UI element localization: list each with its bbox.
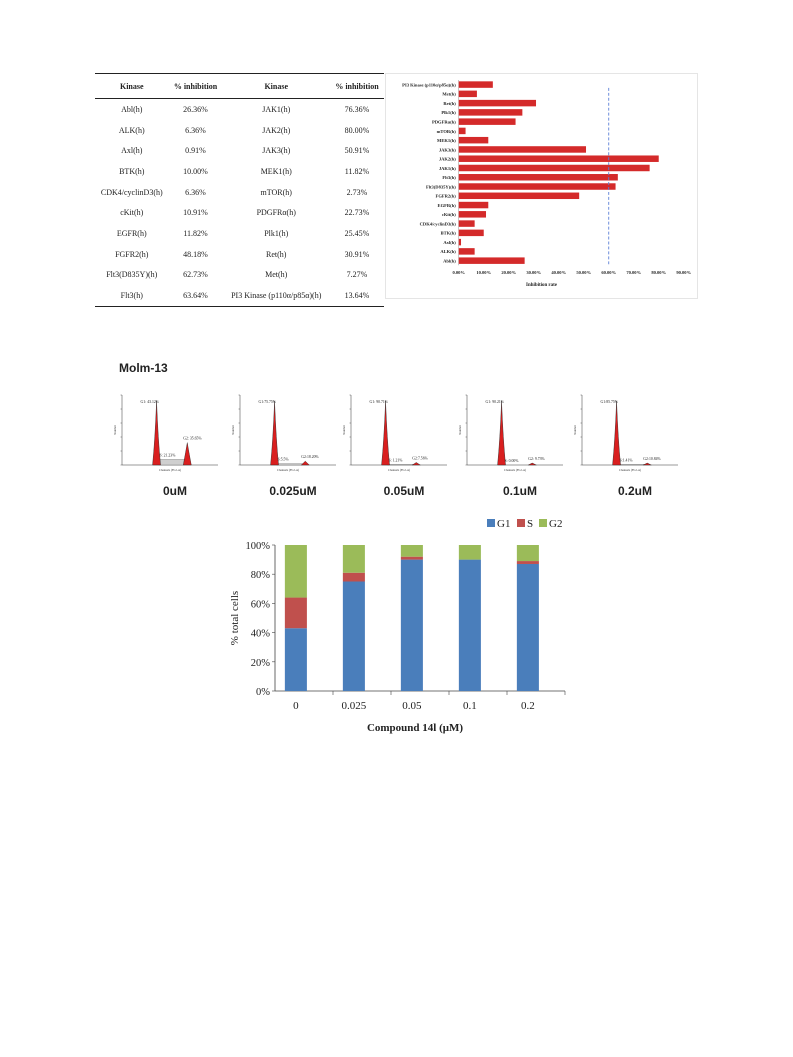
inhibition-cell: 76.36% [344, 104, 370, 114]
x-tick-label: 70.00% [626, 270, 642, 276]
kinase-cell: MEK1(h) [260, 166, 292, 176]
s-phase-area [619, 464, 645, 465]
x-tick-label: 0.025 [341, 700, 367, 712]
inhibition-cell: 48.18% [183, 249, 208, 259]
category-label: MEK1(h) [437, 138, 456, 144]
kinase-cell: EGFR(h) [116, 228, 147, 238]
inhibition-bar [459, 193, 579, 199]
flow-histogram-panel [455, 385, 575, 473]
y-axis-label: Number [573, 425, 577, 435]
kinase-cell: BTK(h) [119, 166, 145, 176]
header-inhibition-1: % inhibition [169, 74, 223, 99]
inhibition-bar [459, 81, 493, 87]
g1-percent: G1: 90.21% [485, 400, 504, 404]
inhibition-bar [459, 183, 616, 189]
inhibition-bar [459, 109, 523, 115]
inhibition-cell: 63.64% [169, 285, 223, 306]
kinase-cell: Ret(h) [266, 249, 287, 259]
s-percent: S: 21.23% [159, 453, 176, 458]
g2-peak [412, 462, 420, 465]
inhibition-cell: 22.73% [344, 208, 370, 218]
category-label: PI3 Kinase (p110α/p85α)(h) [402, 82, 456, 88]
x-axis-label: Channels (FL2-A) [276, 468, 300, 472]
category-label: Flt3(D835Y)(h) [425, 184, 456, 190]
table-row [95, 182, 384, 203]
stacked-segment-g2 [343, 545, 365, 573]
x-axis-label: Channels (FL2-A) [158, 468, 182, 472]
concentration-label: 0.05uM [383, 484, 425, 498]
g2-peak [183, 443, 191, 465]
x-tick-label: 0.05 [402, 700, 422, 712]
g2-percent: G2:10.84% [643, 457, 661, 461]
category-label: BTK(h) [440, 230, 456, 236]
kinase-cell: JAK1(h) [262, 104, 291, 114]
legend-swatch-s [517, 519, 525, 527]
g1-percent: G1:85.75% [600, 400, 618, 404]
kinase-cell: Met(h) [265, 270, 288, 280]
inhibition-bar [459, 239, 461, 245]
stacked-segment-s [517, 561, 539, 564]
stacked-segment-g1 [343, 582, 365, 692]
legend-swatch-g1 [487, 519, 495, 527]
x-axis-label: Channels (FL2-A) [387, 468, 411, 472]
inhibition-bar [459, 257, 525, 263]
category-label: Abl(h) [443, 258, 456, 264]
g2-percent: G2:18.20% [301, 455, 319, 460]
y-tick-label: 100% [245, 541, 270, 552]
y-axis-label: % total cells [229, 590, 241, 646]
g2-peak [643, 463, 651, 465]
category-label: JAK3(h) [438, 147, 456, 153]
inhibition-bar [459, 118, 516, 124]
x-tick-label: 0 [293, 700, 299, 712]
x-tick-label: 10.00% [476, 270, 492, 276]
kinase-cell: Plk1(h) [264, 228, 289, 238]
table-row [95, 265, 384, 286]
inhibition-cell: 62.73% [183, 270, 208, 280]
inhibition-cell: 26.36% [183, 104, 208, 114]
inhibition-bar [459, 128, 466, 134]
inhibition-cell: 50.91% [344, 146, 370, 156]
inhibition-bar [459, 155, 659, 161]
inhibition-cell: 2.73% [346, 187, 368, 197]
concentration-label: 0.1uM [502, 484, 537, 498]
stacked-segment-s [343, 573, 365, 582]
y-axis-label: Number [342, 425, 346, 435]
stacked-segment-g1 [285, 628, 307, 691]
flow-histogram-panel [110, 385, 230, 473]
inhibition-bar [459, 230, 484, 236]
x-axis-label: Channels (FL2-A) [618, 468, 642, 472]
x-tick-label: 60.00% [601, 270, 617, 276]
kinase-cell: Axl(h) [121, 146, 143, 156]
y-axis-label: Number [458, 425, 462, 435]
stacked-segment-s [401, 557, 423, 560]
category-label: Met(h) [442, 91, 456, 97]
stacked-segment-g2 [517, 545, 539, 561]
kinase-cell: Abl(h) [121, 104, 143, 114]
kinase-cell: PDGFRα(h) [256, 208, 296, 218]
kinase-cell: JAK3(h) [262, 146, 291, 156]
inhibition-cell: 30.91% [344, 249, 370, 259]
inhibition-cell: 6.36% [185, 125, 206, 135]
x-axis-label: Channels (FL2-A) [503, 468, 527, 472]
flow-histogram-panel [339, 385, 459, 473]
g1-percent: G1:75.75% [258, 400, 276, 404]
concentration-label: 0.025uM [269, 484, 317, 498]
x-tick-label: 40.00% [551, 270, 567, 276]
inhibition-bar-chart [385, 73, 698, 299]
category-label: FGFR2(h) [435, 193, 456, 199]
y-tick-label: 0% [256, 687, 270, 698]
table-row [95, 161, 384, 182]
table-row [95, 120, 384, 141]
inhibition-cell: 80.00% [344, 125, 370, 135]
category-label: Plk1(h) [441, 110, 456, 116]
inhibition-cell: 10.00% [183, 166, 208, 176]
s-phase-area [159, 459, 185, 465]
g1-percent: G1: 43.12% [140, 400, 159, 404]
legend-label: S [527, 518, 534, 530]
kinase-cell: mTOR(h) [260, 187, 292, 197]
x-tick-label: 80.00% [651, 270, 667, 276]
concentration-label: 0uM [163, 484, 187, 498]
table-row [95, 140, 384, 161]
header-kinase-2: Kinase [223, 74, 330, 99]
s-phase-area [388, 464, 414, 465]
category-label: ALK(h) [440, 249, 456, 255]
y-tick-label: 40% [250, 628, 270, 640]
category-label: EGFR(h) [437, 202, 456, 208]
inhibition-cell: 7.27% [346, 270, 368, 280]
category-label: Flt3(h) [442, 175, 456, 181]
table-row [95, 223, 384, 244]
s-percent: S:1.41% [619, 458, 633, 463]
flow-cytometry-title: Molm-13 [119, 361, 168, 375]
g2-percent: G2:7.56% [412, 456, 428, 461]
stacked-segment-g2 [401, 545, 423, 557]
y-tick-label: 80% [250, 570, 270, 582]
stacked-segment-g1 [517, 564, 539, 691]
kinase-cell: JAK2(h) [262, 125, 291, 135]
g2-percent: G2: 35.65% [183, 436, 202, 441]
stacked-segment-g2 [285, 545, 307, 598]
inhibition-bar [459, 91, 477, 97]
legend-label: G2 [549, 518, 563, 530]
s-percent: S:5.5% [277, 457, 289, 462]
kinase-cell: PI3 Kinase (p110α/p85α)(h) [223, 285, 330, 306]
x-tick-label: 20.00% [501, 270, 517, 276]
inhibition-cell: 11.82% [183, 228, 208, 238]
cell-cycle-stacked-chart [220, 515, 570, 740]
inhibition-bar [459, 165, 650, 171]
stacked-segment-g2 [459, 545, 481, 560]
inhibition-bar [459, 146, 586, 152]
kinase-cell: CDK4/cyclinD3(h) [100, 187, 163, 197]
category-label: mTOR(h) [436, 128, 456, 134]
inhibition-cell: 25.45% [344, 228, 370, 238]
s-percent: S: 1.21% [388, 458, 403, 463]
y-tick-label: 20% [250, 657, 270, 669]
g2-peak [301, 461, 309, 465]
kinase-cell: FGFR2(h) [115, 249, 149, 259]
category-label: CDK4/cyclinD3(h) [419, 221, 456, 227]
stacked-segment-g1 [401, 560, 423, 691]
category-label: cKit(h) [441, 212, 456, 218]
kinase-cell: Flt3(h) [95, 285, 169, 306]
x-tick-label: 30.00% [526, 270, 542, 276]
header-kinase-1: Kinase [95, 74, 169, 99]
inhibition-bar [459, 211, 486, 217]
inhibition-bar [459, 100, 536, 106]
category-label: Axl(h) [443, 239, 456, 245]
inhibition-bar [459, 202, 489, 208]
inhibition-cell: 10.91% [183, 208, 208, 218]
y-tick-label: 60% [250, 599, 270, 611]
x-tick-label: 50.00% [576, 270, 592, 276]
g2-peak [528, 463, 536, 465]
inhibition-bar [459, 137, 489, 143]
x-axis-label: Inhibition rate [526, 283, 557, 289]
g1-peak [498, 401, 506, 465]
flow-histogram-panel [570, 385, 690, 473]
category-label: JAK2(h) [438, 156, 456, 162]
table-row [95, 99, 384, 120]
table-row [95, 285, 384, 306]
y-axis-label: Number [231, 425, 235, 435]
x-tick-label: 0.00% [452, 270, 465, 276]
x-tick-label: 0.1 [463, 700, 477, 712]
g2-percent: G2: 9.73% [528, 457, 545, 461]
inhibition-cell: 6.36% [185, 187, 206, 197]
category-label: JAK1(h) [438, 165, 456, 171]
x-tick-label: 0.2 [521, 700, 535, 712]
inhibition-bar [459, 220, 475, 226]
g1-peak [613, 401, 621, 465]
kinase-inhibition-table [95, 73, 384, 307]
kinase-cell: cKit(h) [120, 208, 144, 218]
x-tick-label: 90.00% [676, 270, 692, 276]
table-row [95, 202, 384, 223]
table-row [95, 244, 384, 265]
inhibition-cell: 13.64% [330, 285, 384, 306]
category-label: PDGFRα(h) [431, 119, 456, 125]
stacked-segment-g1 [459, 560, 481, 691]
legend-swatch-g2 [539, 519, 547, 527]
concentration-label: 0.2uM [617, 484, 652, 498]
g1-peak [271, 401, 279, 465]
g1-peak [382, 401, 390, 465]
y-axis-label: Number [113, 425, 117, 435]
s-percent: S: 0.00% [504, 459, 519, 463]
table-header-row [95, 74, 384, 99]
x-axis-label: Compound 14l (μM) [366, 722, 464, 734]
kinase-cell: Flt3(D835Y)(h) [106, 270, 158, 280]
g1-percent: G1: 90.71% [369, 400, 388, 404]
inhibition-bar [459, 174, 618, 180]
legend-label: G1 [497, 518, 511, 530]
header-inhibition-2: % inhibition [330, 74, 384, 99]
category-label: Ret(h) [443, 100, 456, 106]
kinase-cell: ALK(h) [118, 125, 145, 135]
inhibition-cell: 0.91% [185, 146, 206, 156]
s-phase-area [277, 464, 303, 465]
stacked-segment-s [285, 598, 307, 629]
inhibition-bar [459, 248, 475, 254]
inhibition-cell: 11.82% [344, 166, 370, 176]
flow-histogram-panel [228, 385, 348, 473]
